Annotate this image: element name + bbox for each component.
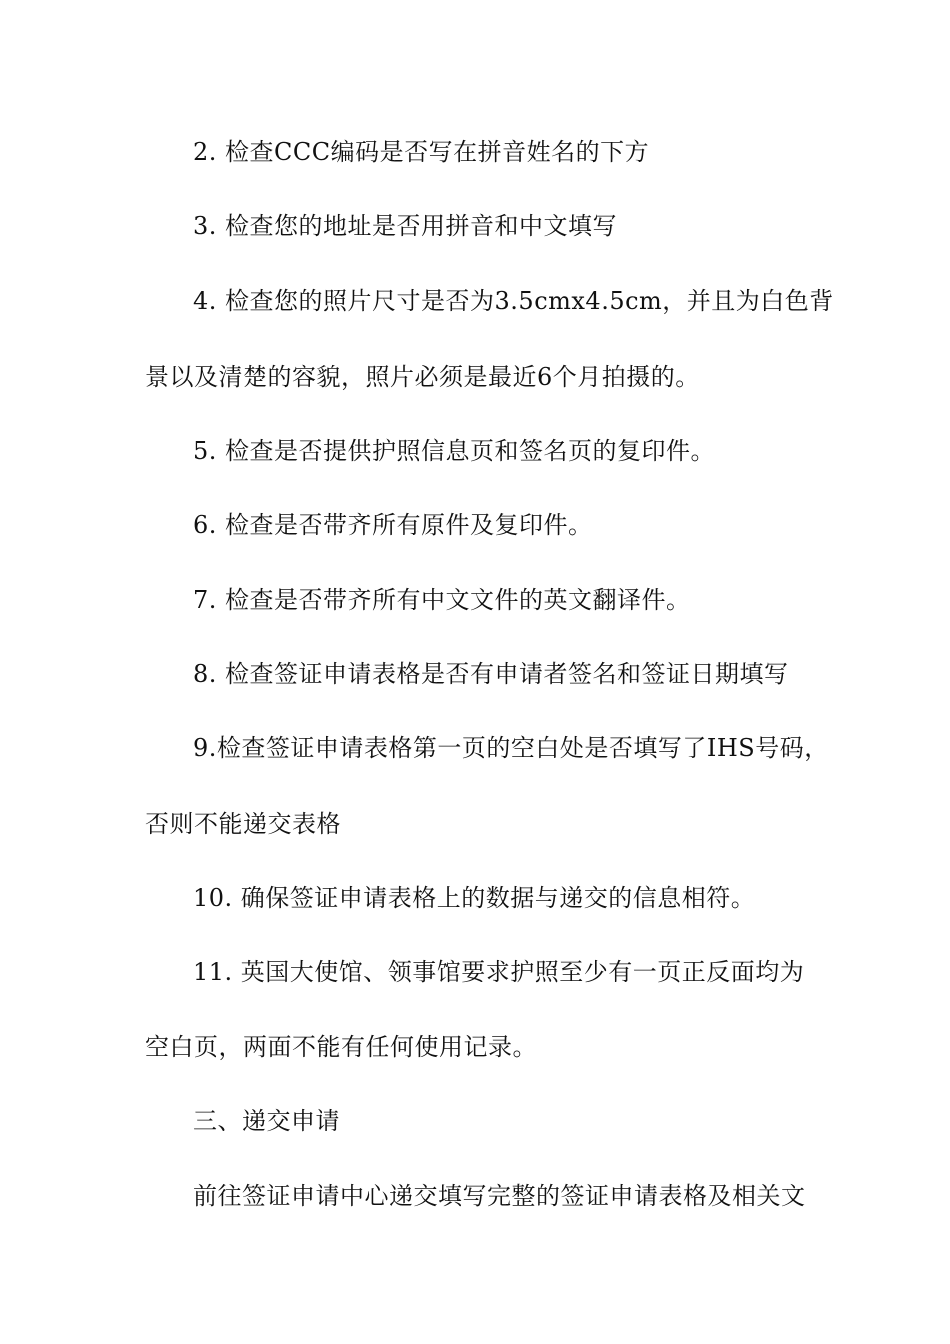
check-item-5: 5. 检查是否提供护照信息页和签名页的复印件。 bbox=[193, 437, 716, 465]
check-item-11: 11. 英国大使馆、领事馆要求护照至少有一页正反面均为 bbox=[193, 958, 805, 986]
check-item-11-continuation: 空白页，两面不能有任何使用记录。 bbox=[145, 1033, 537, 1061]
check-item-10: 10. 确保签证申请表格上的数据与递交的信息相符。 bbox=[193, 884, 756, 912]
check-item-9-continuation: 否则不能递交表格 bbox=[145, 810, 341, 838]
check-item-2: 2. 检查CCC编码是否写在拼音姓名的下方 bbox=[193, 138, 650, 166]
check-item-8: 8. 检查签证申请表格是否有申请者签名和签证日期填写 bbox=[193, 660, 789, 688]
submit-application-paragraph: 前往签证申请中心递交填写完整的签证申请表格及相关文 bbox=[193, 1182, 806, 1210]
check-item-4-continuation: 景以及清楚的容貌，照片必须是最近6个月拍摄的。 bbox=[145, 363, 700, 391]
check-item-4: 4. 检查您的照片尺寸是否为3.5cmx4.5cm，并且为白色背 bbox=[193, 287, 834, 315]
section-heading-submit-application: 三、递交申请 bbox=[193, 1107, 340, 1135]
check-item-6: 6. 检查是否带齐所有原件及复印件。 bbox=[193, 511, 593, 539]
check-item-9: 9.检查签证申请表格第一页的空白处是否填写了IHS号码， bbox=[193, 734, 829, 762]
check-item-3: 3. 检查您的地址是否用拼音和中文填写 bbox=[193, 212, 618, 240]
check-item-7: 7. 检查是否带齐所有中文文件的英文翻译件。 bbox=[193, 586, 691, 614]
